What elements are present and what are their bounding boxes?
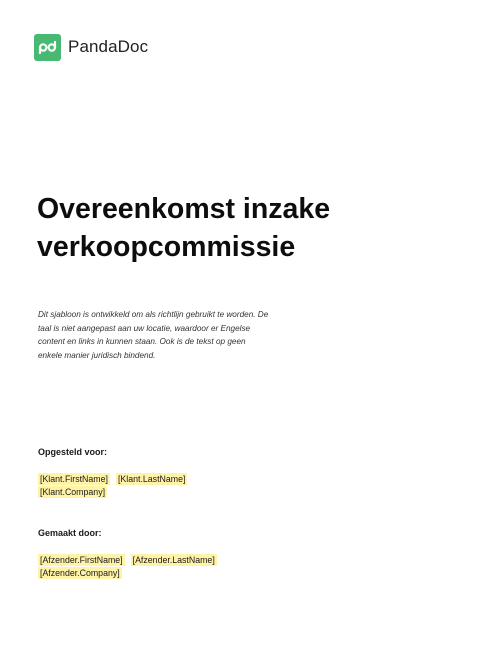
sender-first-name-field[interactable]: [Afzender.FirstName] [40,555,123,565]
client-first-name-field[interactable]: [Klant.FirstName] [40,474,108,484]
sender-last-name-field[interactable]: [Afzender.LastName] [132,555,215,565]
document-title-line: Overeenkomst inzake [37,193,331,225]
client-company-field[interactable]: [Klant.Company] [40,487,106,497]
client-last-name-field[interactable]: [Klant.LastName] [117,474,186,484]
intro-line: content en links in kunnen staan. Ook is de tekst op geen [38,337,246,347]
document-title [37,190,457,266]
document-title-line: verkoopcommissie [37,231,296,263]
prepared-for-label: Opgesteld voor: [38,447,108,457]
prepared-for-company-row [38,486,107,498]
sender-company-field[interactable]: [Afzender.Company] [40,568,120,578]
intro-line: enkele manier juridisch bindend. [38,350,156,360]
pandadoc-logo-icon [34,34,61,61]
prepared-by-label: Gemaakt door: [38,528,102,538]
pandadoc-logo [34,33,148,61]
prepared-for-name-row [38,473,187,485]
prepared-by-name-row [38,554,217,566]
intro-line: taal is niet aangepast aan uw locatie, waardoor er Engelse [38,323,251,333]
brand-name: PandaDoc [68,37,149,56]
intro-line: Dit sjabloon is ontwikkeld om als richtlijn gebruikt te worden. De [38,310,269,319]
intro-disclaimer [38,308,298,362]
prepared-by-company-row [38,567,122,579]
